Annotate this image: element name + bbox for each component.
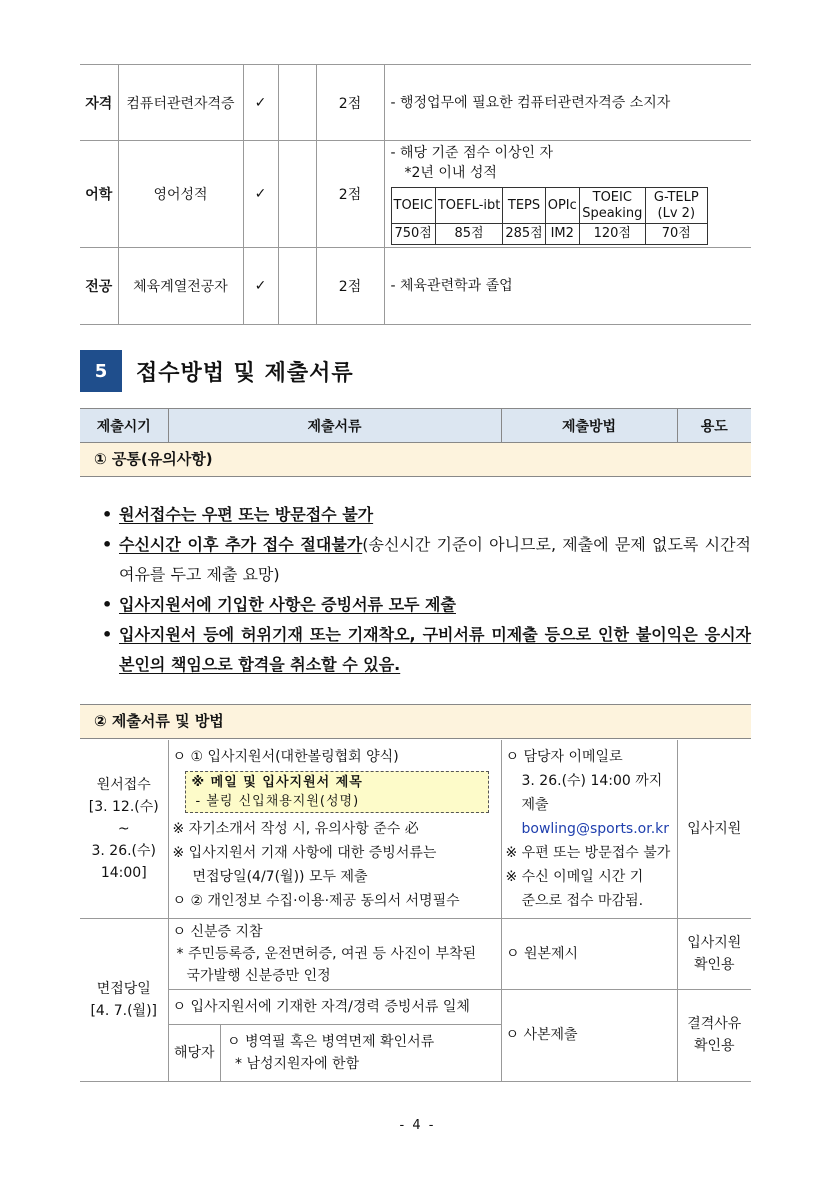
qual-row-language — [80, 141, 751, 248]
header-time: 제출시기 — [80, 409, 168, 443]
lang-value: 70점 — [645, 224, 707, 245]
submission-row-military: 해당자 ㅇ 병역필 혹은 병역면제 확인서류 * 남성지원자에 한함 — [80, 1024, 751, 1081]
submission-header — [80, 408, 751, 443]
qualification-table — [80, 64, 751, 325]
use-label: 입사지원 — [677, 740, 751, 918]
notice-item: • 수신시간 이후 추가 접수 절대불가(송신시간 기준이 아니므로, 제출에 문제 없도록 시간적 여유를 두고 제출 요망) — [100, 530, 751, 590]
lang-header: TEPS — [503, 188, 545, 224]
qual-row-cert — [80, 65, 751, 141]
qual-category: 어학 — [80, 141, 118, 248]
qual-row-major — [80, 248, 751, 325]
qual-points: 2점 — [316, 248, 384, 325]
doc-item: ㅇ ② 개인정보 수집·이용·제공 동의서 서명필수 — [172, 892, 460, 909]
lang-header: TOEIC Speaking — [579, 188, 645, 224]
qual-desc: - 해당 기준 점수 이상인 자 — [390, 145, 554, 161]
qual-item: 영어성적 — [118, 141, 243, 248]
check-mark: ✓ — [243, 141, 278, 248]
page-number: - 4 - — [399, 1118, 436, 1133]
submission-row-certificates: ㅇ 입사지원서에 기재한 자격/경력 증빙서류 일체 ㅇ 사본제출 결격사유 확인용 — [80, 989, 751, 1024]
submission-row-application: 원서접수 [3. 12.(수) ~ 3. 26.(수) 14:00] ㅇ ① 입사지원서(대한볼링협회 양식) ※ 메일 및 입사지원서 제목 - 볼링 신입채용지원(성명) ※ 자기소개서 작성 시, 유의사항 준수 必 ※ 입사지원서 기재 사항에 대한 증빙서류는 면접당일(4/7(월)) 모두 제출 ㅇ ② 개인정보 수집·이용·제공 동의서 서명필수 ㅇ 담당자 이메일로 3. 26.(수) 14:00 까지 제출 bowling@sports.or.kr ※ 우편 또는 방문접수 불가 ※ 수신 이메일 시간 기 준으로 접수 마감됨. 입사지원 — [80, 740, 751, 918]
notice-item: • 입사지원서에 기입한 사항은 증빙서류 모두 제출 — [100, 590, 751, 620]
contact-email[interactable]: bowling@sports.or.kr — [521, 820, 670, 837]
header-method: 제출방법 — [501, 409, 677, 443]
header-docs: 제출서류 — [168, 409, 501, 443]
lang-header: TOEIC — [391, 188, 435, 224]
lang-value: 285점 — [503, 224, 545, 245]
notice-list — [100, 500, 751, 680]
qual-item: 체육계열전공자 — [118, 248, 243, 325]
section-title: 접수방법 및 제출서류 — [136, 360, 354, 386]
band-documents: ② 제출서류 및 방법 — [80, 704, 751, 739]
band-common: ① 공통(유의사항) — [80, 442, 751, 477]
section-header — [80, 350, 354, 392]
doc-item: ㅇ ① 입사지원서(대한볼링협회 양식) — [172, 748, 399, 765]
qual-category: 전공 — [80, 248, 118, 325]
qual-points: 2점 — [316, 141, 384, 248]
notice-item: • 원서접수는 우편 또는 방문접수 불가 — [100, 500, 751, 530]
submission-row-id: 면접당일 [4. 7.(월)] ㅇ 신분증 지참 * 주민등록증, 운전면허증, 여권 등 사진이 부착된 국가발행 신분증만 인정 ㅇ 원본제시 입사지원 확인용 — [80, 918, 751, 989]
doc-note: 면접당일(4/7(월)) 모두 제출 — [192, 868, 368, 885]
doc-note: ※ 입사지원서 기재 사항에 대한 증빙서류는 — [172, 844, 437, 861]
lang-header: TOEFL-ibt — [435, 188, 503, 224]
qual-points: 2점 — [316, 65, 384, 141]
qual-item: 컴퓨터관련자격증 — [118, 65, 243, 141]
qual-desc: - 체육관련학과 졸업 — [390, 278, 513, 294]
lang-value: 85점 — [435, 224, 503, 245]
lang-value: IM2 — [545, 224, 579, 245]
applicable-label: 해당자 — [169, 1025, 221, 1081]
lang-value: 750점 — [391, 224, 435, 245]
doc-note: ※ 자기소개서 작성 시, 유의사항 준수 必 — [172, 820, 419, 837]
check-mark: ✓ — [243, 65, 278, 141]
submission-table — [80, 740, 751, 1082]
language-score-table — [391, 187, 708, 245]
qual-category: 자격 — [80, 65, 118, 141]
lang-header: OPIc — [545, 188, 579, 224]
qual-desc-note: *2년 이내 성적 — [404, 165, 497, 181]
notice-item: • 입사지원서 등에 허위기재 또는 기재착오, 구비서류 미제출 등으로 인한 불이익은 응시자 본인의 책임으로 합격을 취소할 수 있음. — [100, 620, 751, 680]
qual-desc: - 행정업무에 필요한 컴퓨터관련자격증 소지자 — [390, 94, 671, 111]
check-mark: ✓ — [243, 248, 278, 325]
lang-value: 120점 — [579, 224, 645, 245]
lang-header: G-TELP (Lv 2) — [645, 188, 707, 224]
header-use: 용도 — [677, 409, 751, 443]
email-subject-box: ※ 메일 및 입사지원서 제목 - 볼링 신입채용지원(성명) — [185, 771, 489, 813]
section-number: 5 — [80, 350, 122, 392]
